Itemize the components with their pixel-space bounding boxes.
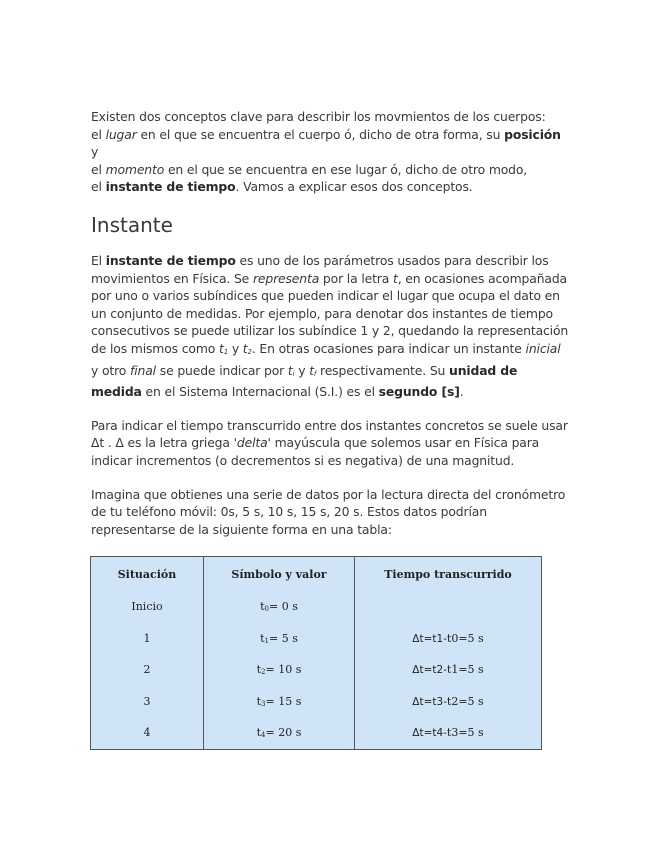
cell-tiempo: Δt=t2-t1=5 s xyxy=(355,654,542,686)
header-simbolo: Símbolo y valor xyxy=(204,557,355,592)
cell-simbolo: t1= 5 s xyxy=(204,623,355,655)
paragraph-instante: El instante de tiempo es uno de los parámetros usados para describir los movimientos en Física. Se representa por la letra t, en ocasiones acompañada por uno o varios subíndices que pueden indicar el lugar que ocupa el dato en un conjunto de medidas. Por ejemplo, para denotar dos instantes de tiempo consecutivos se puede utilizar los subíndice 1 y 2, quedando la representación de los mismos como t1 y t2. En otras ocasiones para indicar un instante inicial y otro final se puede indicar por ti y tf respectivamente. Su unidad de medida en el Sistema Internacional (S.I.) es el segundo [s]. xyxy=(91,252,569,400)
cell-tiempo: Δt=t1-t0=5 s xyxy=(355,623,542,655)
time-table xyxy=(90,556,542,750)
time-table-wrapper xyxy=(90,556,542,750)
table-row xyxy=(91,686,542,718)
term-instante: instante de tiempo xyxy=(105,179,236,195)
paragraph-delta: Para indicar el tiempo transcurrido entre dos instantes concretos se suele usar Δt . Δ es la letra griega 'delta' mayúscula que solemos usar en Física para indicar incrementos (o decrementos si es negativa) de una magnitud. xyxy=(91,417,568,468)
cell-situacion: Inicio xyxy=(91,591,204,623)
term-unidad: unidad de medida xyxy=(91,362,518,400)
table-row xyxy=(91,591,542,623)
term-momento: momento xyxy=(105,161,165,177)
cell-simbolo: t2= 10 s xyxy=(204,654,355,686)
term-lugar: lugar xyxy=(105,126,137,142)
section-title: Instante xyxy=(91,212,173,237)
paragraph-example: Imagina que obtienes una serie de datos por la lectura directa del cronómetro de tu teléfono móvil: 0s, 5 s, 10 s, 15 s, 20 s. Estos datos podrían representarse de la siguiente forma en una tabla: xyxy=(91,486,566,537)
cell-simbolo: t0= 0 s xyxy=(204,591,355,623)
intro-line-1: Existen dos conceptos clave para describir los movmientos de los cuerpos: xyxy=(91,109,546,124)
cell-simbolo: t3= 15 s xyxy=(204,686,355,718)
table-row xyxy=(91,717,542,749)
cell-situacion: 4 xyxy=(91,717,204,749)
cell-simbolo: t4= 20 s xyxy=(204,717,355,749)
term-segundo: segundo [s] xyxy=(378,384,460,400)
document-content xyxy=(91,108,571,554)
table-header-row xyxy=(91,557,542,592)
intro-paragraph: Existen dos conceptos clave para describir los movmientos de los cuerpos: el lugar en el que se encuentra el cuerpo ó, dicho de otra forma, su posición y el momento en el que se encuentra en ese lugar ó, dicho de otro modo, el instante de tiempo. Vamos a explicar esos dos conceptos. xyxy=(91,109,561,195)
cell-tiempo xyxy=(355,591,542,623)
header-situacion: Situación xyxy=(91,557,204,592)
cell-situacion: 2 xyxy=(91,654,204,686)
term-instante-2: instante de tiempo xyxy=(105,252,236,268)
cell-situacion: 3 xyxy=(91,686,204,718)
cell-tiempo: Δt=t3-t2=5 s xyxy=(355,686,542,718)
cell-tiempo: Δt=t4-t3=5 s xyxy=(355,717,542,749)
header-tiempo: Tiempo transcurrido xyxy=(355,557,542,592)
cell-situacion: 1 xyxy=(91,623,204,655)
term-posicion: posición xyxy=(504,126,561,142)
table-row xyxy=(91,623,542,655)
table-row xyxy=(91,654,542,686)
